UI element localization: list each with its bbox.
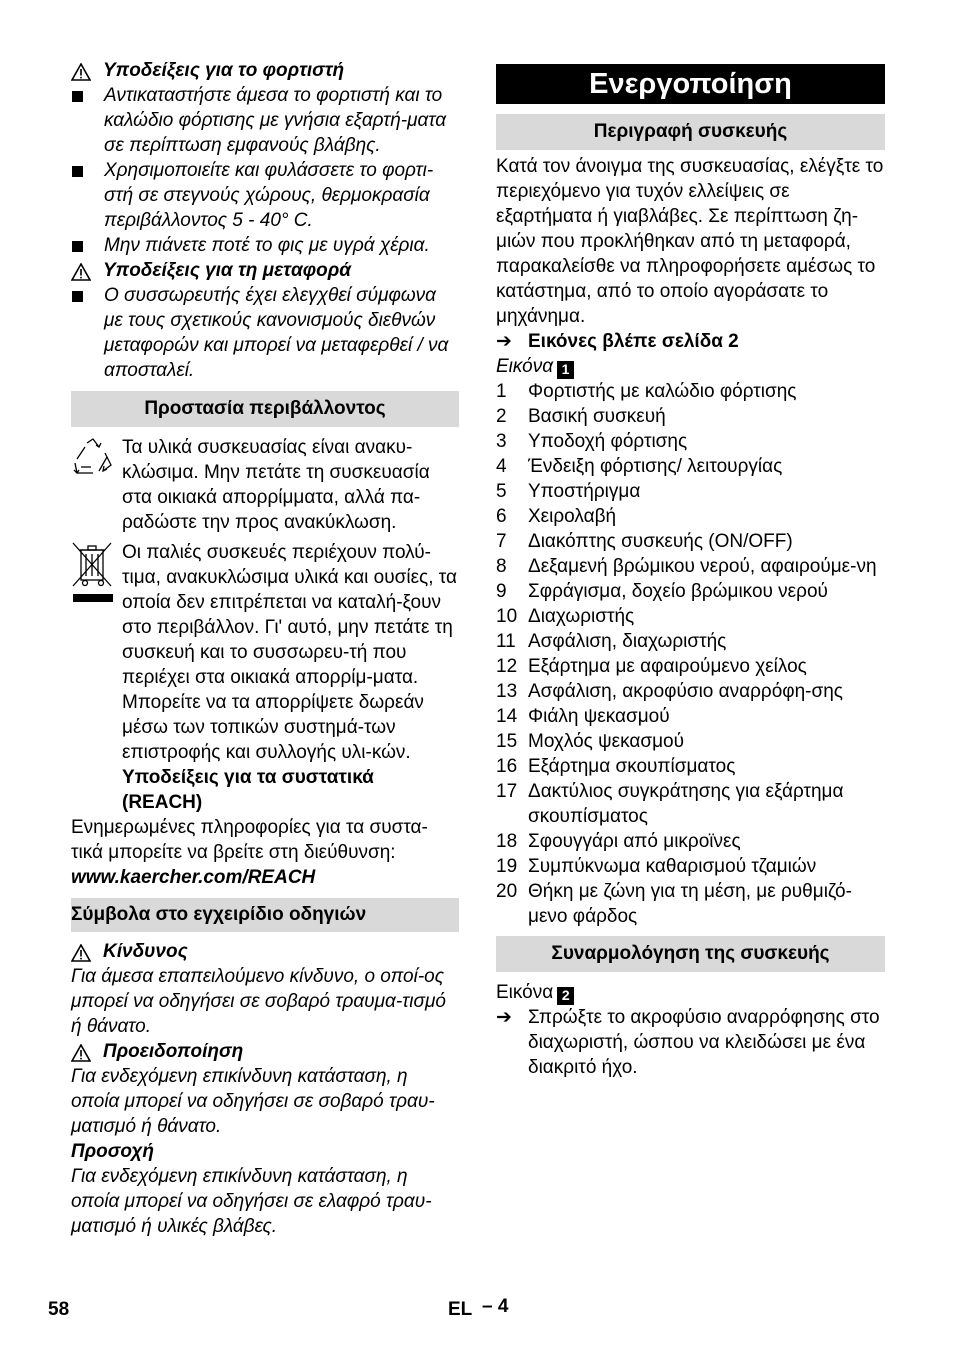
figures-note: ➔ Εικόνες βλέπε σελίδα 2 (496, 331, 739, 352)
transport-notes-title: Υποδείξεις για τη μεταφορά (103, 260, 351, 281)
charger-notes-title: Υποδείξεις για το φορτιστή (103, 60, 345, 81)
page-title: Ενεργοποίηση (496, 64, 885, 104)
part-number: 7 (496, 531, 507, 552)
danger-heading (71, 939, 459, 964)
crossed-bin-icon (71, 542, 115, 611)
figure-reference: Εικόνα 1 (496, 354, 885, 379)
bullet-square-icon (72, 166, 83, 177)
list-item (496, 504, 885, 529)
part-number: 10 (496, 606, 518, 627)
part-number: 8 (496, 556, 507, 577)
warning-triangle-icon (71, 1044, 93, 1062)
left-column (71, 58, 459, 1239)
part-label: Υποδοχή φόρτισης (528, 431, 688, 452)
list-item: Μην πιάνετε ποτέ το φις με υγρά χέρια. (71, 233, 459, 258)
part-label: Σφράγισμα, δοχείο βρώμικου νερού (528, 581, 828, 602)
right-column (496, 64, 885, 1080)
reach-text: Ενημερωμένες πληροφορίες για τα συστα-τικά μπορείτε να βρείτε στη διεύθυνση: (71, 817, 428, 863)
part-label: Χειρολαβή (528, 506, 617, 527)
warning-triangle-icon (71, 944, 93, 962)
list-item (496, 854, 885, 879)
list-item (496, 679, 885, 704)
bullet-square-icon (72, 291, 83, 302)
part-label: Ασφάλιση, διαχωριστής (528, 631, 727, 652)
reach-url[interactable]: www.kaercher.com/REACH (71, 867, 316, 888)
list-item: Χρησιμοποιείτε και φυλάσσετε το φορτι-στή σε στεγνούς χώρους, θερμοκρασία περιβάλλοντος 5 - 40° C. (71, 158, 459, 233)
part-number: 20 (496, 881, 518, 902)
part-label: Υποστήριγμα (528, 481, 641, 502)
caution-text: Για ενδεχόμενη επικίνδυνη κατάσταση, η οποία μπορεί να οδηγήσει σε ελαφρό τραυ-ματισμό ή υλικές βλάβες. (71, 1166, 432, 1237)
part-label: Φιάλη ψεκασμού (528, 706, 670, 727)
list-item (496, 404, 885, 429)
weee-note: Οι παλιές συσκευές περιέχουν πολύ-τιμα, ανακυκλώσιμα υλικά και ουσίες, τα οποία δεν επιτρέπεται να καταλή-ξουν στο περιβάλλον. Γι' αυτό, μην πετάτε τη συσκευή και το συσσωρευ-τή που περιέχει στα οικιακά απορρίμ-ματα. Μπορείτε να τα απορρίψετε δωρεάν μέσω των τοπικών συστημά-των επιστροφής και συλλογής υλι-κών. (71, 540, 459, 765)
arrow-right-icon: ➔ (496, 1007, 512, 1028)
list-item (496, 529, 885, 554)
part-number: 14 (496, 706, 518, 727)
part-label: Συμπύκνωμα καθαρισμού τζαμιών (528, 856, 817, 877)
part-number: 15 (496, 731, 518, 752)
bullet-square-icon (72, 91, 83, 102)
description-section-title: Περιγραφή συσκευής (496, 114, 885, 150)
recycling-note: Τα υλικά συσκευασίας είναι ανακυ-κλώσιμα. Μην πετάτε τη συσκευασία στα οικιακά απορρίμματα, αλλά πα-ραδώστε την προς ανακύκλωση. (71, 435, 459, 535)
list-item (496, 829, 885, 854)
bullet-square-icon (72, 241, 83, 252)
list-item (496, 379, 885, 404)
part-label: Διακόπτης συσκευής (ON/OFF) (528, 531, 793, 552)
list-item (496, 629, 885, 654)
page-number: 58 (48, 1299, 70, 1320)
list-item (496, 454, 885, 479)
reach-heading: Υποδείξεις για τα συστατικά (REACH) (122, 767, 374, 813)
list-item (496, 579, 885, 604)
part-label: Εξάρτημα σκουπίσματος (528, 756, 736, 777)
part-number: 13 (496, 681, 518, 702)
warning-triangle-icon (71, 263, 93, 281)
part-number: 5 (496, 481, 507, 502)
warning-title: Προειδοποίηση (103, 1041, 244, 1062)
assembly-section-title: Συναρμολόγηση της συσκευής (496, 936, 885, 972)
list-item (496, 779, 885, 829)
part-label: Θήκη με ζώνη για τη μέση, με ρυθμιζό-μενο φάρδος (528, 881, 852, 927)
list-item (496, 429, 885, 454)
warning-heading (71, 1039, 459, 1064)
part-label: Ένδειξη φόρτισης/ λειτουργίας (528, 456, 783, 477)
list-item (496, 479, 885, 504)
section-number: – 4 (482, 1296, 509, 1317)
part-label: Δακτύλιος συγκράτησης για εξάρτημα σκουπίσματος (528, 781, 844, 827)
list-item (496, 704, 885, 729)
part-number: 11 (496, 631, 516, 652)
part-label: Σφουγγάρι από μικροϊνες (528, 831, 741, 852)
arrow-right-icon: ➔ (496, 331, 512, 352)
part-number: 19 (496, 856, 518, 877)
danger-text: Για άμεσα επαπειλούμενο κίνδυνο, ο οποί-ος μπορεί να οδηγήσει σε σοβαρό τραυμα-τισμό ή θάνατο. (71, 966, 446, 1037)
warning-triangle-icon (71, 63, 93, 81)
part-label: Ασφάλιση, ακροφύσιο αναρρόφη-σης (528, 681, 843, 702)
language-code: EL (448, 1299, 473, 1320)
assembly-step: ➔ Σπρώξτε το ακροφύσιο αναρρόφησης στο διαχωριστή, ώσπου να κλειδώσει με ένα διακριτό ήχο. (496, 1007, 880, 1078)
list-item (496, 654, 885, 679)
list-item (496, 729, 885, 754)
part-number: 12 (496, 656, 518, 677)
part-number: 1 (496, 381, 507, 402)
parts-list (496, 379, 885, 929)
part-label: Εξάρτημα με αφαιρούμενο χείλος (528, 656, 807, 677)
part-label: Δεξαμενή βρώμικου νερού, αφαιρούμε-νη (528, 556, 877, 577)
part-number: 16 (496, 756, 518, 777)
description-text: Κατά τον άνοιγμα της συσκευασίας, ελέγξτε το περιεχόμενο για τυχόν ελλείψεις σε εξαρτήματα ή γιαβλάβες. Σε περίπτωση ζη-μιών που προκλήθηκαν από τη μεταφορά, παρακαλείσθε να πληροφορήσετε αμέσως το κατάστημα, από το οποίο αγοράσατε το μηχάνημα. (496, 156, 884, 327)
figure-number-badge: 1 (557, 361, 574, 379)
list-item (496, 879, 885, 929)
list-item: Ο συσσωρευτής έχει ελεγχθεί σύμφωνα με τους σχετικούς κανονισμούς διεθνών μεταφορών και μπορεί να μεταφερθεί / να αποσταλεί. (71, 283, 459, 383)
part-number: 18 (496, 831, 518, 852)
danger-title: Κίνδυνος (103, 941, 188, 962)
part-label: Βασική συσκευή (528, 406, 666, 427)
part-label: Διαχωριστής (528, 606, 635, 627)
warning-text: Για ενδεχόμενη επικίνδυνη κατάσταση, η οποία μπορεί να οδηγήσει σε σοβαρό τραυ-ματισμό ή θάνατο. (71, 1066, 435, 1137)
figure-number-badge: 2 (557, 987, 574, 1005)
list-item (496, 604, 885, 629)
part-number: 17 (496, 781, 518, 802)
list-item: Αντικαταστήστε άμεσα το φορτιστή και το καλώδιο φόρτισης με γνήσια εξαρτή-ματα σε περίπτωση εμφανούς βλάβης. (71, 83, 459, 158)
part-label: Φορτιστής με καλώδιο φόρτισης (528, 381, 797, 402)
recycling-icon (71, 437, 115, 484)
list-item (496, 554, 885, 579)
figure-reference: Εικόνα 2 (496, 980, 885, 1005)
part-label: Μοχλός ψεκασμού (528, 731, 684, 752)
list-item (496, 754, 885, 779)
part-number: 3 (496, 431, 507, 452)
part-number: 4 (496, 456, 507, 477)
part-number: 9 (496, 581, 507, 602)
symbols-section-title: Σύμβολα στο εγχειρίδιο οδηγιών (71, 898, 459, 932)
part-number: 6 (496, 506, 507, 527)
caution-heading: Προσοχή (71, 1141, 155, 1162)
part-number: 2 (496, 406, 507, 427)
transport-notes-heading (71, 258, 459, 283)
environment-section-title: Προστασία περιβάλλοντος (71, 391, 459, 427)
charger-notes-heading (71, 58, 459, 83)
